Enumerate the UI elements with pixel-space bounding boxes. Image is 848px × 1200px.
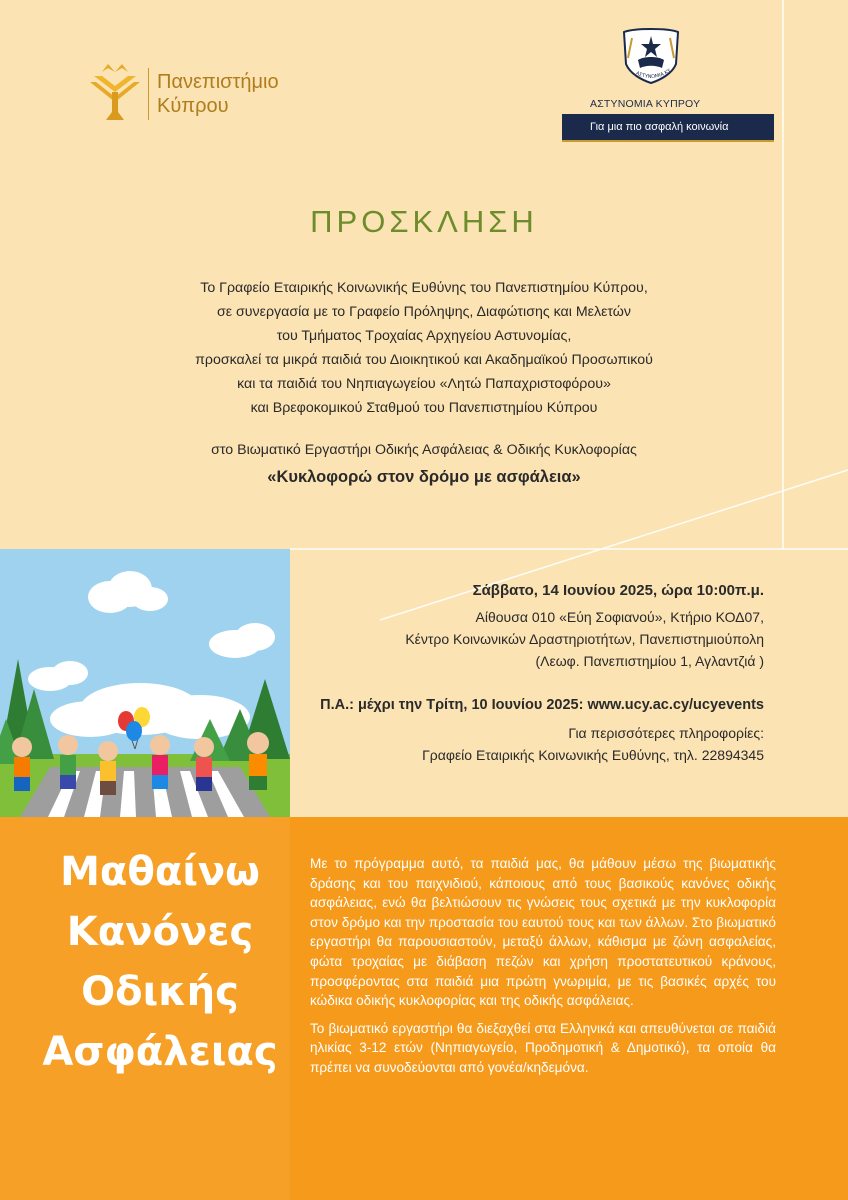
registration-deadline[interactable]: Π.Α.: μέχρι την Τρίτη, 10 Ιουνίου 2025: www.ucy.ac.cy/ucyevents — [320, 697, 764, 713]
description-paragraph: Με το πρόγραμμα αυτό, τα παιδιά μας, θα μάθουν μέσω της βιωματικής δράσης και του παιχνιδιού, κάποιους από τους βασικούς κανόνες οδικής ασφάλειας, ενώ θα βελτιώσουν τις γνώσεις τους σχετικά με την κυκλοφορία στον δρόμο και την προστασία του εαυτού τους και των άλλων. Στο βιωματικό εργαστήρι θα παρουσιαστούν, μεταξύ άλλων, κάθισμα με ζώνη ασφαλείας, φώτα τροχαίας με διάβαση πεζών και χρήση προστατευτικού κράνους, προσφέροντας στα παιδιά μια πρώτη γνωριμία, με τις βασικές αρχές του κώδικα οδικής κυκλοφορίας και της οδικής ασφάλειας. — [310, 856, 776, 1009]
intro-line: προσκαλεί τα μικρά παιδιά του Διοικητικού και Ακαδημαϊκού Προσωπικού — [195, 352, 653, 368]
program-description — [310, 854, 776, 1086]
police-name: ΑΣΤΥΝΟΜΙΑ ΚΥΠΡΟΥ — [590, 98, 701, 110]
venue-line: Αίθουσα 010 «Εύη Σοφιανού», Κτήριο ΚΟΔ07, — [475, 609, 764, 625]
intro-line: και τα παιδιά του Νηπιαγωγείου «Λητώ Παπαχριστοφόρου» — [237, 376, 611, 392]
venue-line: (Λεωφ. Πανεπιστημίου 1, Αγλαντζιά ) — [535, 653, 764, 669]
police-motto: Για μια πιο ασφαλή κοινωνία — [562, 114, 774, 142]
slogan-line: Ασφάλειας — [42, 1029, 278, 1075]
workshop-title: «Κυκλοφορώ στον δρόμο με ασφάλεια» — [267, 468, 581, 486]
slogan-line: Μαθαίνω — [60, 849, 260, 895]
intro-line: και Βρεφοκομικού Σταθμού του Πανεπιστημίου Κύπρου — [250, 400, 598, 416]
description-paragraph: Το βιωματικό εργαστήρι θα διεξαχθεί στα Ελληνικά και απευθύνεται σε παιδιά ηλικίας 3-12 ετών (Νηπιαγωγείο, Προδημοτική & Δημοτικό), τα οποία θα πρέπει να συνοδεύονται από γονέα/κηδεμόνα. — [310, 1020, 776, 1075]
info-line: Γραφείο Εταιρικής Κοινωνικής Ευθύνης, τηλ. 22894345 — [422, 747, 764, 763]
slogan-line: Οδικής — [81, 969, 239, 1015]
university-name — [157, 62, 279, 118]
event-date: Σάββατο, 14 Ιουνίου 2025, ώρα 10:00π.μ. — [472, 582, 764, 599]
event-details — [284, 580, 764, 766]
police-emblem-text: ΑΣΤΥΝΟΜΙΑ ΚΥ — [634, 67, 673, 81]
slogan-line: Κανόνες — [66, 909, 254, 955]
invitation-title: ΠΡΟΣΚΛΗΣΗ — [310, 204, 538, 239]
university-name-line2: Κύπρου — [157, 95, 229, 117]
slogan — [0, 842, 320, 1082]
university-name-line1: Πανεπιστήμιο — [157, 71, 279, 93]
police-emblem-icon — [620, 28, 682, 84]
info-line: Για περισσότερες πληροφορίες: — [568, 725, 764, 741]
workshop-line: στο Βιωματικό Εργαστήρι Οδικής Ασφάλειας & Οδικής Κυκλοφορίας — [211, 442, 637, 458]
university-emblem-icon — [88, 62, 142, 124]
invitation-intro — [0, 276, 848, 420]
police-logo — [562, 28, 774, 142]
intro-line: Το Γραφείο Εταιρικής Κοινωνικής Ευθύνης του Πανεπιστημίου Κύπρου, — [200, 280, 648, 296]
intro-line: του Τμήματος Τροχαίας Αρχηγείου Αστυνομίας, — [276, 328, 572, 344]
venue-line: Κέντρο Κοινωνικών Δραστηριοτήτων, Πανεπιστημιούπολη — [405, 631, 764, 647]
children-crossing-illustration — [0, 549, 290, 817]
logo-divider — [148, 68, 149, 120]
intro-line: σε συνεργασία με το Γραφείο Πρόληψης, Διαφώτισης και Μελετών — [217, 304, 631, 320]
university-logo — [88, 62, 279, 124]
